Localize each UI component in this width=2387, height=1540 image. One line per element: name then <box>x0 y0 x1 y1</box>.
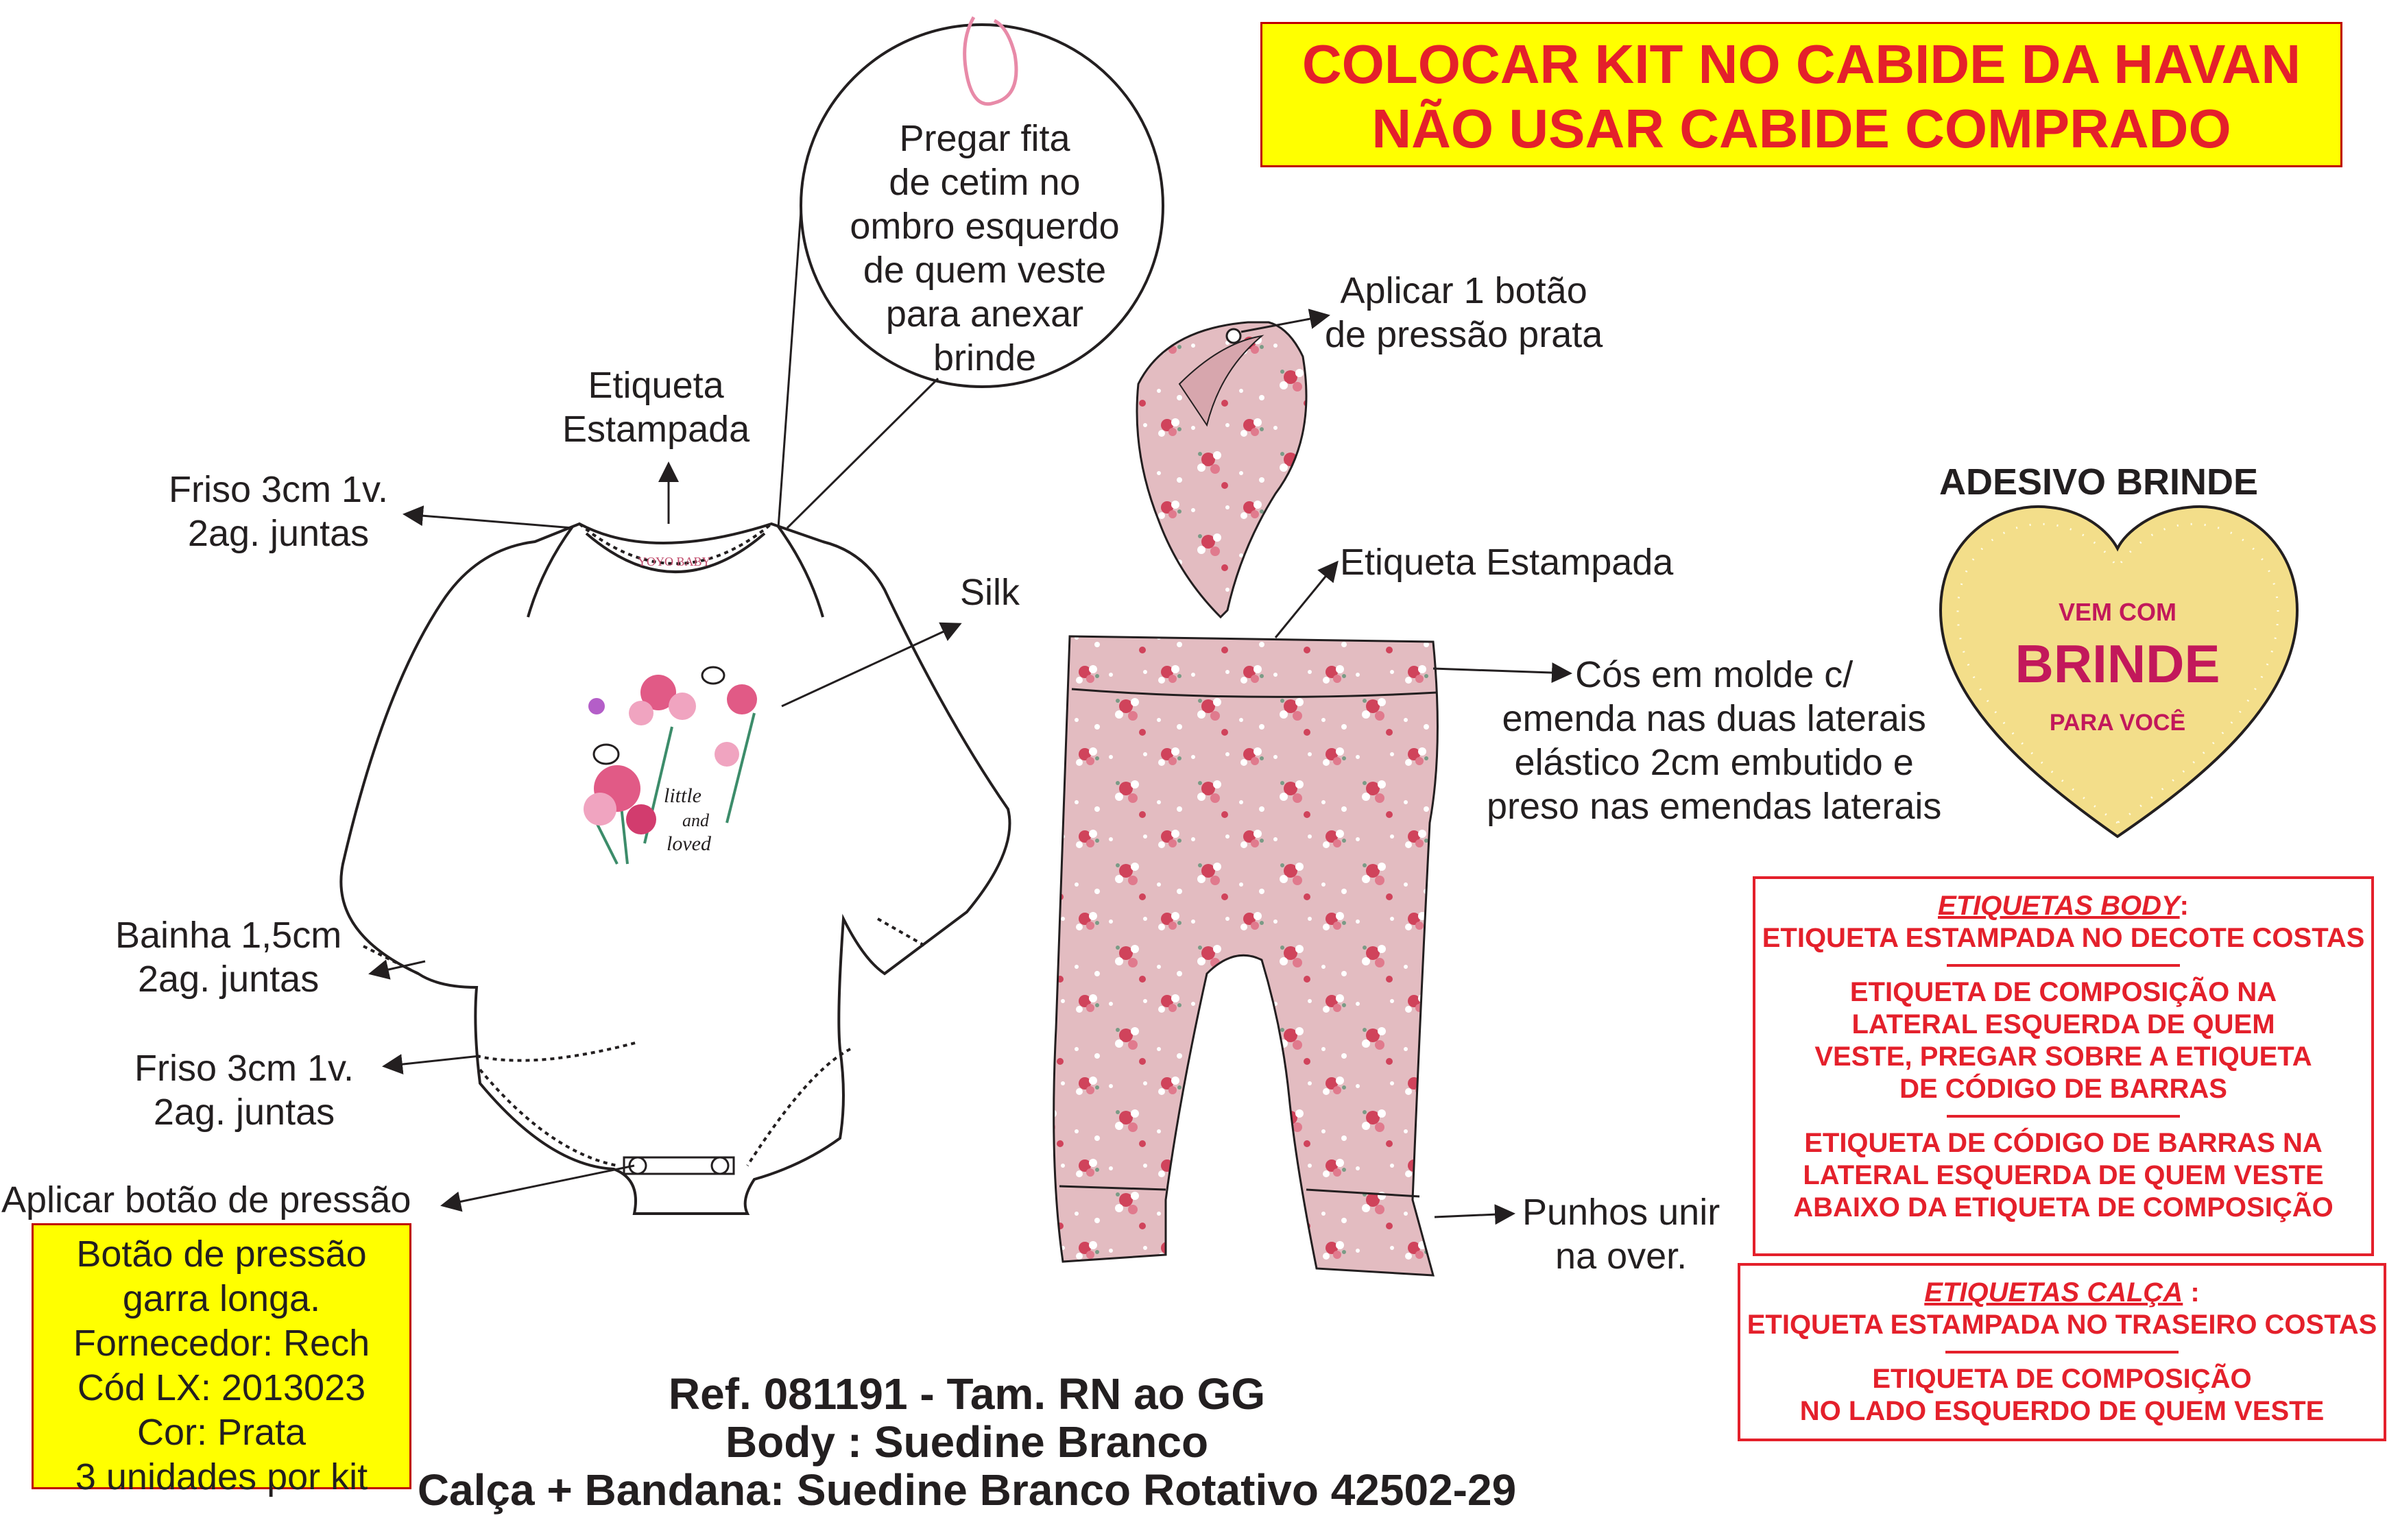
label-line: na over. <box>1555 1236 1688 1277</box>
separator <box>1945 1351 2179 1353</box>
banner-line-1: COLOCAR KIT NO CABIDE DA HAVAN <box>1302 34 2301 95</box>
ribbon-note-line: brinde <box>933 337 1037 378</box>
label-line: Etiqueta <box>588 365 724 406</box>
etiquetas-body-box <box>1753 876 2374 1256</box>
neck-label-text: YOYO BABY <box>638 555 711 568</box>
info-line: Botão de pressão <box>76 1234 367 1275</box>
ribbon-note-line: para anexar <box>885 293 1084 335</box>
body-friso-top-label <box>169 468 388 555</box>
etiquetas-calca-item: ETIQUETA ESTAMPADA NO TRASEIRO COSTAS <box>1747 1310 2377 1340</box>
heart-text-brinde: BRINDE <box>2015 634 2220 694</box>
label-line: elástico 2cm embutido e <box>1514 742 1914 783</box>
etiquetas-calca-item: NO LADO ESQUERDO DE QUEM VESTE <box>1799 1396 2325 1426</box>
etiquetas-body-item: LATERAL ESQUERDA DE QUEM <box>1851 1009 2275 1039</box>
ribbon-note-line: Pregar fita <box>899 118 1070 159</box>
reference-line: Ref. 081191 - Tam. RN ao GG <box>668 1369 1266 1419</box>
label-line: Punhos unir <box>1522 1192 1720 1233</box>
pants-drawing <box>1054 636 1438 1275</box>
etiquetas-body-header-line <box>1755 890 2371 922</box>
ribbon-note-line: ombro esquerdo <box>850 206 1120 247</box>
separator <box>1947 964 2180 967</box>
body-botao-label: Aplicar botão de pressão <box>1 1179 411 1220</box>
etiquetas-calca-box <box>1738 1263 2386 1441</box>
label-line: 2ag. juntas <box>153 1092 335 1133</box>
etiquetas-calca-item: ETIQUETA DE COMPOSIÇÃO <box>1872 1364 2252 1394</box>
etiquetas-body-item: LATERAL ESQUERDA DE QUEM VESTE <box>1803 1160 2324 1190</box>
label-line: Friso 3cm 1v. <box>134 1048 355 1089</box>
etiquetas-calca-header: ETIQUETAS CALÇA <box>1924 1277 2183 1308</box>
reference-line: Body : Suedine Branco <box>725 1417 1209 1467</box>
etiquetas-body-item: ETIQUETA DE COMPOSIÇÃO NA <box>1849 977 2277 1007</box>
etiquetas-body-item: VESTE, PREGAR SOBRE A ETIQUETA <box>1814 1042 2312 1072</box>
body-etiqueta-label <box>562 363 749 451</box>
adesivo-title: ADESIVO BRINDE <box>1939 461 2259 503</box>
print-text-and: and <box>682 810 709 830</box>
label-line: Aplicar 1 botão <box>1340 270 1587 311</box>
label-line: Bainha 1,5cm <box>115 915 342 956</box>
header-colon: : <box>2183 1277 2200 1308</box>
etiquetas-body-item: ETIQUETA DE CÓDIGO DE BARRAS NA <box>1804 1128 2323 1158</box>
etiquetas-body-item: ETIQUETA ESTAMPADA NO DECOTE COSTAS <box>1762 923 2365 953</box>
etiquetas-calca-header-line <box>1740 1277 2384 1309</box>
heart-text-vem-com: VEM COM <box>2058 598 2177 626</box>
etiquetas-body-item: DE CÓDIGO DE BARRAS <box>1899 1074 2227 1104</box>
info-line: Cód LX: 2013023 <box>77 1367 366 1408</box>
heart-text-para-voce: PARA VOCÊ <box>2049 710 2186 736</box>
hanger-instruction-banner <box>1260 22 2342 167</box>
etiquetas-body-item: ABAIXO DA ETIQUETA DE COMPOSIÇÃO <box>1793 1192 2334 1223</box>
label-line: de pressão prata <box>1325 314 1603 355</box>
label-line: 2ag. juntas <box>138 959 320 1000</box>
label-line: 2ag. juntas <box>187 513 370 554</box>
etiquetas-body-header: ETIQUETAS BODY <box>1938 891 2180 921</box>
info-line: 3 unidades por kit <box>75 1456 368 1497</box>
bandana-botao-label <box>1325 269 1603 357</box>
body-friso-bottom-label <box>134 1046 354 1134</box>
banner-line-2: NÃO USAR CABIDE COMPRADO <box>1371 98 2231 159</box>
separator <box>1947 1115 2180 1118</box>
ribbon-note <box>827 117 1142 380</box>
label-line: Friso 3cm 1v. <box>169 469 389 510</box>
silk-label: Silk <box>960 572 1020 613</box>
bandana-drawing <box>1137 322 1306 617</box>
product-reference <box>288 1370 1646 1514</box>
info-line: Fornecedor: Rech <box>73 1323 370 1364</box>
bodysuit-drawing <box>341 524 1009 1214</box>
ribbon-note-line: de quem veste <box>863 250 1107 291</box>
print-text-loved: loved <box>667 832 711 855</box>
pants-punhos-label <box>1522 1190 1720 1278</box>
pants-etiqueta-label: Etiqueta Estampada <box>1340 542 1674 583</box>
label-line: emenda nas duas laterais <box>1502 698 1926 739</box>
heart-sticker <box>1941 507 2297 837</box>
body-bainha-label <box>115 913 341 1001</box>
info-line: Cor: Prata <box>136 1412 307 1453</box>
pants-cos-label <box>1487 653 1941 828</box>
ribbon-note-line: de cetim no <box>889 162 1081 203</box>
header-colon: : <box>2179 891 2189 921</box>
label-line: preso nas emendas laterais <box>1487 786 1942 827</box>
label-line: Cós em molde c/ <box>1575 654 1854 695</box>
label-line: Estampada <box>562 409 750 450</box>
print-text-little: little <box>664 784 701 807</box>
reference-line: Calça + Bandana: Suedine Branco Rotativo 42502-29 <box>417 1465 1517 1515</box>
info-line: garra longa. <box>122 1278 321 1319</box>
